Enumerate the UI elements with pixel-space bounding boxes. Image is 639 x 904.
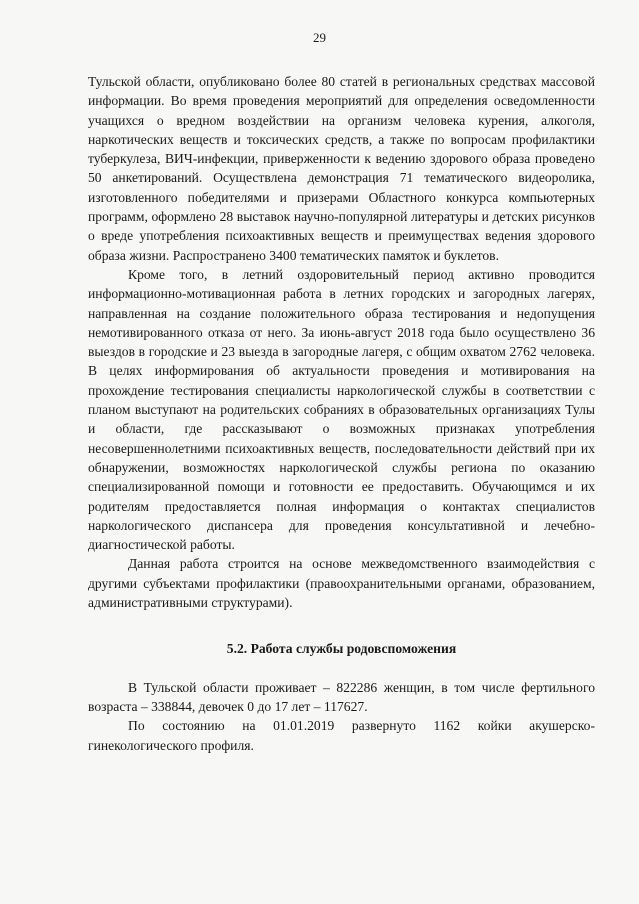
paragraph-interagency: Данная работа строится на основе межведомственного взаимодействия с другими субъектами профилактики (правоохранительными органами, образованием, административными структурами).: [88, 556, 595, 611]
paragraph-population: В Тульской области проживает – 822286 женщин, в том числе фертильного возраста – 338844, девочек 0 до 17 лет – 117627.: [88, 679, 595, 714]
section-heading: 5.2. Работа службы родовспоможения: [226, 641, 457, 657]
page-body: [88, 72, 595, 755]
paragraph-summer-camps: Кроме того, в летний оздоровительный период активно проводится информационно-мотивационная работа в летних городских и загородных лагерях, направленная на создание положительного образа тестирования и недопущения немотивированного отказа от него. За июнь-август 2018 года было осуществлено 36 выездов в городские и 23 выезда в загородные лагеря, с общим охватом 2762 человека. В целях информирования об актуальности проведения и мотивирования на прохождение тестирования специалисты наркологической службы в соответствии с планом выступают на родительских собраниях в образовательных организациях Тулы и области, где рассказывают о возможных признаках употребления несовершеннолетними психоактивных веществ, последовательности действий при их обнаружении, возможностях наркологической службы региона по оказанию специализированной помощи и готовности ее предоставить. Обучающимся и их родителям предоставляется полная информация о контактах специалистов наркологического диспансера для проведения консультативной и лечебно-диагностической работы.: [88, 266, 595, 553]
page-number: 29: [313, 30, 326, 45]
paragraph-continuation: Тульской области, опубликовано более 80 статей в региональных средствах массовой информации. Во время проведения мероприятий для определения осведомленности учащихся о вредном воздействии на организм человека курения, алкоголя, наркотических веществ и токсических средств, а также по вопросам профилактики туберкулеза, ВИЧ-инфекции, приверженности к ведению здорового образа проведено 50 анкетирований. Осуществлена демонстрация 71 тематического видеоролика, изготовленного победителями и призерами Областного конкурса компьютерных программ, оформлено 28 выставок научно-популярной литературы и детских рисунков о вреде употребления психоактивных веществ и преимуществах ведения здорового образа жизни. Распространено 3400 тематических памяток и буклетов.: [88, 74, 595, 263]
paragraph-beds: По состоянию на 01.01.2019 развернуто 1162 койки акушерско-гинекологического профиля.: [88, 718, 595, 753]
